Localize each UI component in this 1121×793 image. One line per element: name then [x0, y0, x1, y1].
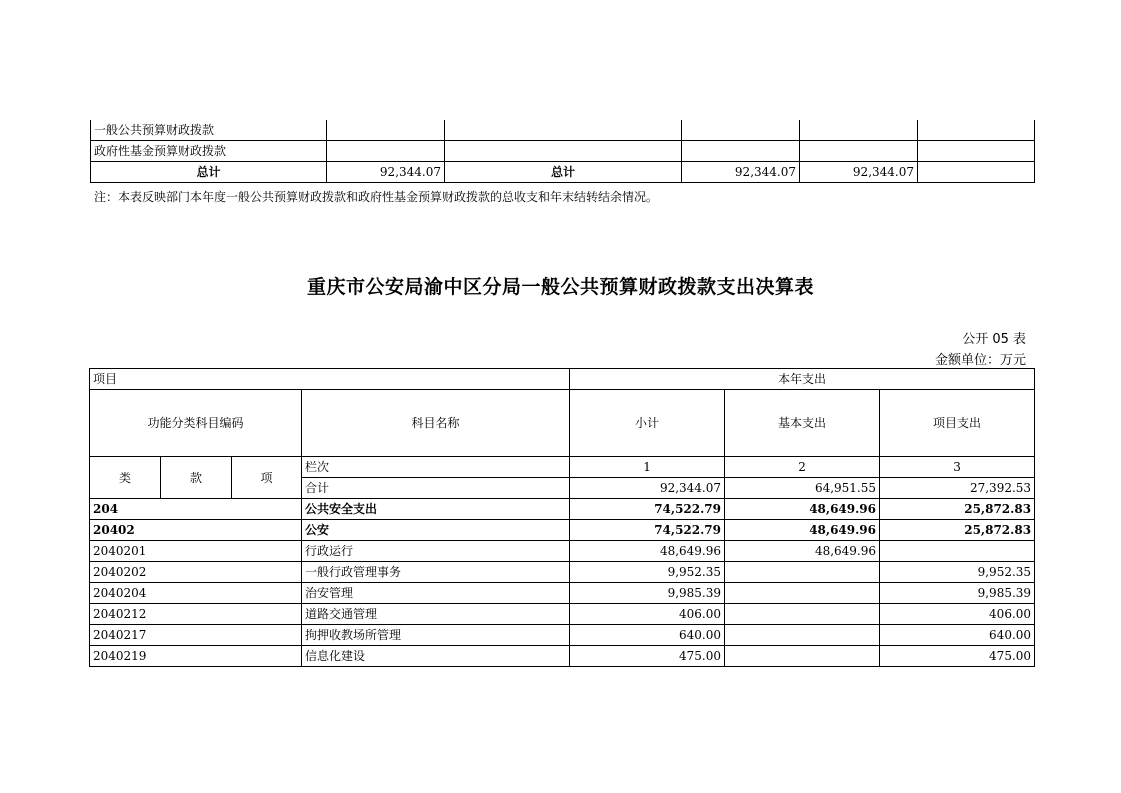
table-row	[90, 625, 1035, 646]
total-value: 92,344.07	[327, 162, 445, 183]
header-item: 项	[232, 457, 302, 499]
row-label: 政府性基金预算财政拨款	[91, 141, 327, 162]
basic-value	[725, 583, 880, 604]
project-value: 475.00	[880, 646, 1035, 667]
column-number-row	[90, 457, 1035, 478]
header-class: 类	[90, 457, 161, 499]
subtotal-value: 74,522.79	[570, 520, 725, 541]
subject-name: 公安	[302, 520, 570, 541]
basic-value: 48,649.96	[725, 520, 880, 541]
project-value: 25,872.83	[880, 499, 1035, 520]
subtotal-value: 640.00	[570, 625, 725, 646]
subtotal-value: 475.00	[570, 646, 725, 667]
table-note: 注：本表反映部门本年度一般公共预算财政拨款和政府性基金预算财政拨款的总收支和年末结转结余情况。	[94, 190, 659, 204]
subject-code: 204	[90, 499, 302, 520]
project-value: 9,952.35	[880, 562, 1035, 583]
table-row	[90, 583, 1035, 604]
header-name: 科目名称	[302, 390, 570, 457]
subject-code: 2040201	[90, 541, 302, 562]
project-value: 9,985.39	[880, 583, 1035, 604]
form-number: 公开 05 表	[962, 332, 1026, 347]
subject-code: 2040219	[90, 646, 302, 667]
subtotal-value: 48,649.96	[570, 541, 725, 562]
header-subtotal: 小计	[570, 390, 725, 457]
project-value: 640.00	[880, 625, 1035, 646]
total-row	[91, 162, 1035, 183]
basic-value: 48,649.96	[725, 499, 880, 520]
header-code: 功能分类科目编码	[90, 390, 302, 457]
subject-name: 行政运行	[302, 541, 570, 562]
table-row	[90, 604, 1035, 625]
table-row	[91, 141, 1035, 162]
column-number: 3	[880, 457, 1035, 478]
subject-name: 一般行政管理事务	[302, 562, 570, 583]
subject-code: 2040202	[90, 562, 302, 583]
subject-name: 拘押收教场所管理	[302, 625, 570, 646]
subject-code: 20402	[90, 520, 302, 541]
subtotal-value: 9,952.35	[570, 562, 725, 583]
total-label: 总计	[91, 162, 327, 183]
total-label: 总计	[445, 162, 682, 183]
header-current-year: 本年支出	[570, 369, 1035, 390]
subtotal-value: 9,985.39	[570, 583, 725, 604]
header-project-expenditure: 项目支出	[880, 390, 1035, 457]
subject-name: 道路交通管理	[302, 604, 570, 625]
table-row	[90, 520, 1035, 541]
total-label: 合计	[302, 478, 570, 499]
project-value	[880, 541, 1035, 562]
total-basic: 64,951.55	[725, 478, 880, 499]
income-expense-summary-table	[90, 120, 1035, 183]
subject-name: 公共安全支出	[302, 499, 570, 520]
basic-value	[725, 562, 880, 583]
header-section: 款	[161, 457, 232, 499]
project-value: 25,872.83	[880, 520, 1035, 541]
subject-code: 2040212	[90, 604, 302, 625]
column-number: 1	[570, 457, 725, 478]
total-value: 92,344.07	[682, 162, 800, 183]
project-value: 406.00	[880, 604, 1035, 625]
header-project: 项目	[90, 369, 570, 390]
subject-name: 治安管理	[302, 583, 570, 604]
expenditure-table	[89, 368, 1035, 667]
subject-code: 2040204	[90, 583, 302, 604]
subtotal-value: 74,522.79	[570, 499, 725, 520]
column-row-label: 栏次	[302, 457, 570, 478]
row-label: 一般公共预算财政拨款	[91, 120, 327, 141]
table-row	[90, 499, 1035, 520]
subject-name: 信息化建设	[302, 646, 570, 667]
table-row	[90, 646, 1035, 667]
basic-value	[725, 604, 880, 625]
subtotal-value: 406.00	[570, 604, 725, 625]
table-row	[90, 562, 1035, 583]
column-number: 2	[725, 457, 880, 478]
header-basic: 基本支出	[725, 390, 880, 457]
amount-unit: 金额单位：万元	[934, 353, 1026, 368]
total-project: 27,392.53	[880, 478, 1035, 499]
table-row	[91, 120, 1035, 141]
table-row	[90, 541, 1035, 562]
page-title: 重庆市公安局渝中区分局一般公共预算财政拨款支出决算表	[306, 276, 814, 298]
total-value: 92,344.07	[800, 162, 918, 183]
basic-value	[725, 625, 880, 646]
header-row	[90, 369, 1035, 390]
basic-value: 48,649.96	[725, 541, 880, 562]
header-row	[90, 390, 1035, 457]
total-subtotal: 92,344.07	[570, 478, 725, 499]
basic-value	[725, 646, 880, 667]
subject-code: 2040217	[90, 625, 302, 646]
